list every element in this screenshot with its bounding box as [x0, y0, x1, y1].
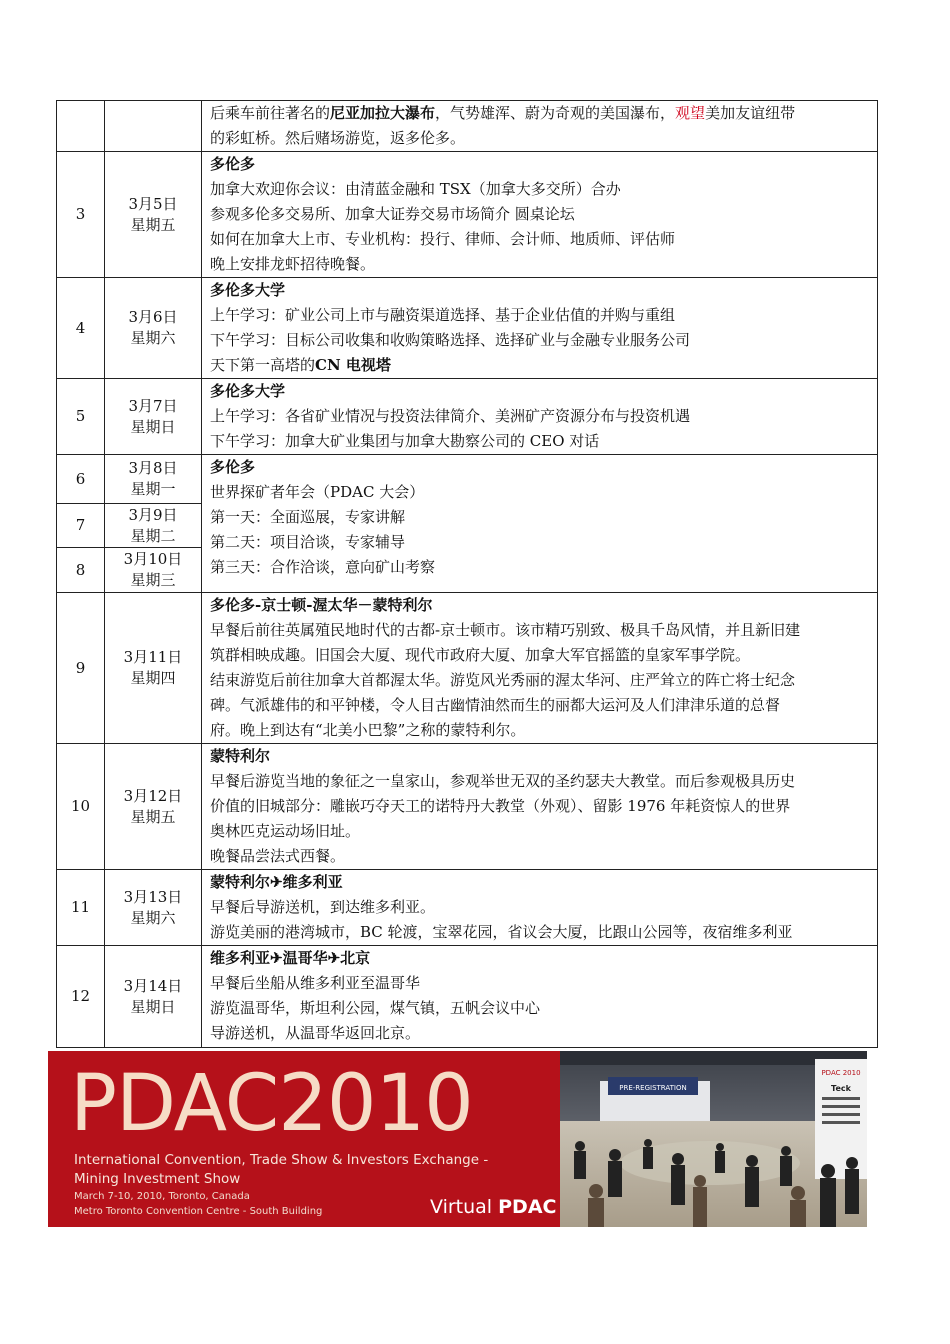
- content-line: 奥林匹克运动场旧址。: [210, 822, 361, 840]
- content-line: 游览温哥华，斯坦利公园，煤气镇，五帆会议中心: [210, 999, 541, 1017]
- day-number: 11: [57, 870, 105, 946]
- content-line: 晚餐品尝法式西餐。: [210, 847, 346, 865]
- table-row: [57, 455, 878, 504]
- content-line: 第三天：合作洽谈，意向矿山考察: [210, 558, 436, 576]
- table-row: [57, 379, 878, 455]
- table-row: [57, 870, 878, 946]
- content-line: 结束游览后前往加拿大首都渥太华。游览风光秀丽的渥太华河、庄严耸立的阵亡将士纪念: [210, 671, 796, 689]
- itinerary-title: 多伦多大学: [210, 281, 286, 299]
- content-line: 参观多伦多交易所、加拿大证券交易市场简介 圆桌论坛: [210, 205, 575, 223]
- content-line: 游览美丽的港湾城市，BC 轮渡，宝翠花园，省议会大厦，比跟山公园等，夜宿维多利亚: [210, 923, 793, 941]
- content-line: 加拿大欢迎你会议：由清蓝金融和 TSX（加拿大多交所）合办: [210, 180, 621, 198]
- content-line: 如何在加拿大上市、专业机构：投行、律师、会计师、地质师、评估师: [210, 230, 676, 248]
- content-cell: [202, 152, 878, 278]
- banner-venue: March 7-10, 2010, Toronto, Canada Metro Toronto Convention Centre - South Building: [74, 1191, 323, 1217]
- date-cell: 3月5日 星期五: [105, 152, 202, 278]
- day-number: 4: [57, 278, 105, 379]
- day-number: 12: [57, 946, 105, 1048]
- day-number: 7: [57, 504, 105, 548]
- table-row: [57, 152, 878, 278]
- itinerary-title: 多伦多: [210, 458, 256, 476]
- convention-hall-photo: [560, 1051, 867, 1227]
- day-number: 10: [57, 744, 105, 870]
- date-cell: 3月9日 星期二: [105, 504, 202, 548]
- banner-text-panel: [48, 1051, 560, 1227]
- itinerary-title: 蒙特利尔: [210, 747, 271, 765]
- content-line: 筑群相映成趣。旧国会大厦、现代市政府大厦、加拿大军官摇篮的皇家军事学院。: [210, 646, 751, 664]
- date-cell: 3月8日 星期一: [105, 455, 202, 504]
- content-line: 早餐后前往英属殖民地时代的古都-京士顿市。该市精巧别致、极具千岛风情，并且新旧建: [210, 621, 801, 639]
- date-cell: 3月7日 星期日: [105, 379, 202, 455]
- content-line: 晚上安排龙虾招待晚餐。: [210, 255, 376, 273]
- itinerary-title: 多伦多: [210, 155, 256, 173]
- table-row: [57, 278, 878, 379]
- day-cell: [57, 101, 105, 152]
- content-line: 世界探矿者年会（PDAC 大会）: [210, 483, 425, 501]
- content-line: 第一天：全面巡展，专家讲解: [210, 508, 406, 526]
- pdac-banner: [48, 1051, 867, 1227]
- content-line: 下午学习：目标公司收集和收购策略选择、选择矿业与金融专业服务公司: [210, 331, 691, 349]
- content-cell: [202, 946, 878, 1048]
- itinerary-title: 维多利亚✈温哥华✈北京: [210, 949, 371, 967]
- content-line: 下午学习：加拿大矿业集团与加拿大勘察公司的 CEO 对话: [210, 432, 600, 450]
- content-cell: [202, 870, 878, 946]
- virtual-pdac-logo: Virtual PDAC: [430, 1196, 557, 1218]
- content-line: 第二天：项目洽谈，专家辅导: [210, 533, 406, 551]
- banner-title: PDAC2010: [70, 1059, 473, 1149]
- itinerary-title: 多伦多大学: [210, 382, 286, 400]
- photo-sign: PRE-REGISTRATION: [619, 1084, 687, 1092]
- table-row: [57, 593, 878, 744]
- date-cell: 3月13日 星期六: [105, 870, 202, 946]
- content-line: 导游送机，从温哥华返回北京。: [210, 1024, 421, 1042]
- photo-sign: PDAC 2010: [821, 1069, 861, 1077]
- day-number: 8: [57, 548, 105, 593]
- day-number: 9: [57, 593, 105, 744]
- table-row: [57, 946, 878, 1048]
- banner-subtitle: International Convention, Trade Show & Investors Exchange - Mining Investment Show: [74, 1152, 489, 1187]
- content-cell: [202, 101, 878, 152]
- date-cell: 3月12日 星期五: [105, 744, 202, 870]
- day-number: 6: [57, 455, 105, 504]
- date-cell: 3月6日 星期六: [105, 278, 202, 379]
- date-cell: 3月10日 星期三: [105, 548, 202, 593]
- itinerary-title: 蒙特利尔✈维多利亚: [210, 873, 343, 891]
- content-line: 上午学习：矿业公司上市与融资渠道选择、基于企业估值的并购与重组: [210, 306, 676, 324]
- content-line: 早餐后游览当地的象征之一皇家山，参观举世无双的圣约瑟夫大教堂。而后参观极具历史: [210, 772, 796, 790]
- content-line: 上午学习：各省矿业情况与投资法律简介、美洲矿产资源分布与投资机遇: [210, 407, 691, 425]
- schedule-table: [56, 100, 878, 1048]
- content-cell: [202, 455, 878, 593]
- content-cell: [202, 278, 878, 379]
- content-line: 价值的旧城部分：雕嵌巧夺天工的诺特丹大教堂（外观）、留影 1976 年耗资惊人的世界: [210, 797, 791, 815]
- content-cell: [202, 744, 878, 870]
- date-cell: [105, 101, 202, 152]
- content-cell: [202, 593, 878, 744]
- photo-sign: Teck: [831, 1084, 851, 1093]
- content-line: 早餐后坐船从维多利亚至温哥华: [210, 974, 421, 992]
- content-line: 天下第一高塔的CN 电视塔: [210, 356, 391, 374]
- table-row: [57, 744, 878, 870]
- itinerary-title: 多伦多-京士顿-渥太华－蒙特利尔: [210, 596, 433, 614]
- table-row: [57, 101, 878, 152]
- date-cell: 3月11日 星期四: [105, 593, 202, 744]
- day-number: 3: [57, 152, 105, 278]
- content-line: 碑。气派雄伟的和平钟楼，令人目古幽情油然而生的丽都大运河及人们津津乐道的总督: [210, 696, 781, 714]
- content-line: 的彩虹桥。然后赌场游览，返多伦多。: [210, 129, 466, 147]
- content-cell: [202, 379, 878, 455]
- date-cell: 3月14日 星期日: [105, 946, 202, 1048]
- day-number: 5: [57, 379, 105, 455]
- highlight-text: 观望: [675, 104, 706, 122]
- content-line: 府。晚上到达有“北美小巴黎”之称的蒙特利尔。: [210, 721, 526, 739]
- content-line: 后乘车前往著名的尼亚加拉大瀑布，气势雄浑、蔚为奇观的美国瀑布，观望美加友谊纽带: [210, 104, 796, 122]
- content-line: 早餐后导游送机，到达维多利亚。: [210, 898, 436, 916]
